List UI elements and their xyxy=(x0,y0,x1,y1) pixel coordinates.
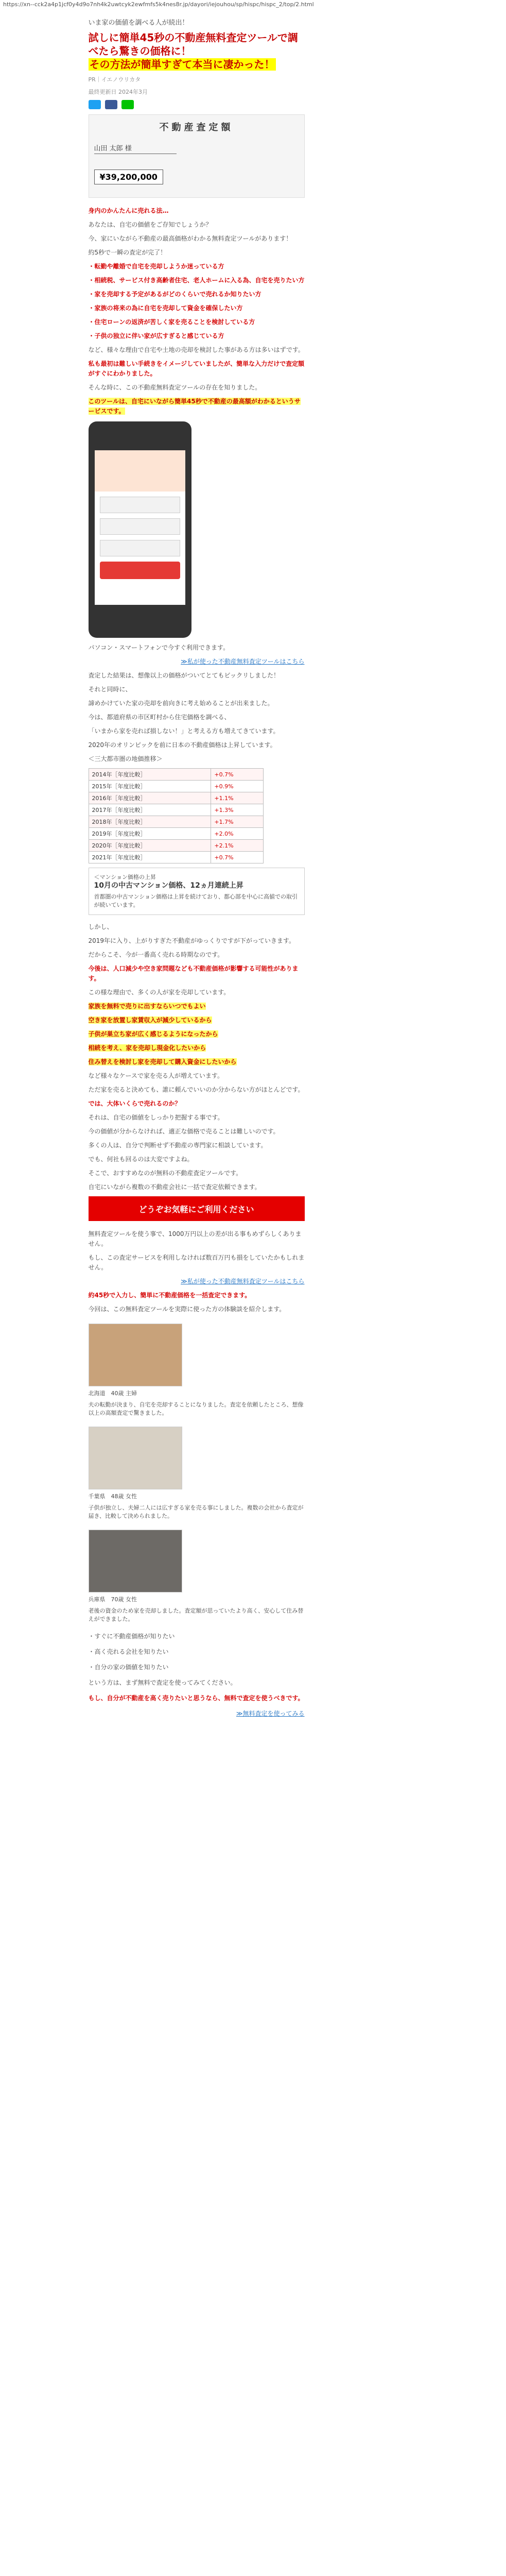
news-title: 10月の中古マンション価格、12ヵ月連続上昇 xyxy=(94,882,243,890)
bullet-item: ・家を売却する予定があるがどのくらいで売れるか知りたい方 xyxy=(88,291,261,298)
text-p29: 無料査定ツールを使う事で、1000万円以上の差が出る事もめずらしくありません。 xyxy=(88,1230,302,1247)
phone-screen xyxy=(95,450,185,605)
text-p11: それと同時に、 xyxy=(88,686,132,693)
case-photo xyxy=(89,1324,182,1386)
text-p10: 査定した結果は、想像以上の価格がついてとてもビックリしました！ xyxy=(88,672,280,679)
facebook-icon[interactable] xyxy=(105,100,117,109)
news-body: 首都圏の中古マンション価格は上昇を続けており、都心部を中心に高値での取引が続いています。 xyxy=(94,893,298,908)
case-text: 夫の転勤が決まり、自宅を売却することになりました。査定を依頼したところ、想像以上の高額査定で驚きました。 xyxy=(88,1401,304,1416)
row-change: +1.7% xyxy=(211,816,263,828)
meta-2: 最終更新日 2024年3月 xyxy=(88,89,148,95)
text-p22: ただ家を売ると決めても、誰に頼んでいいのか分からない方がほとんどです。 xyxy=(88,1086,304,1093)
row-change: +1.3% xyxy=(211,804,263,816)
final-bullet: ・自分の家の価値を知りたい xyxy=(88,1664,169,1671)
screen-input xyxy=(100,497,180,513)
text-p23: それは、自宅の価値をしっかり把握する事です。 xyxy=(88,1114,224,1121)
screen-input xyxy=(100,540,180,556)
reason-highlight: 家族を無料で売りに出すならいつでもよい xyxy=(88,1003,206,1010)
meta-1: PR｜イエノウリカタ xyxy=(88,76,141,83)
text-p15: 2020年のオリンピックを前に日本の不動産価格は上昇しています。 xyxy=(88,741,276,749)
line-icon[interactable] xyxy=(121,100,134,109)
text-p13: 今は、都道府県の市区町村から住宅価格を調べる、 xyxy=(88,714,231,721)
phone-image xyxy=(89,421,191,638)
reason-highlight: 子供が巣立ち家が広く感じるようになったから xyxy=(88,1030,218,1038)
tool-link-2[interactable]: ≫私が使った不動産無料査定ツールはこちら xyxy=(181,1278,305,1285)
row-year: 2018年［年度比較］ xyxy=(89,816,211,828)
bullet-item: ・相続税、サービス付き高齢者住宅、老人ホームに入る為、自宅を売りたい方 xyxy=(88,277,305,284)
row-change: +0.7% xyxy=(211,852,263,863)
twitter-icon[interactable] xyxy=(89,100,101,109)
hero-image xyxy=(89,114,305,198)
screen-button xyxy=(100,562,180,579)
intro-p6: 私も最初は難しい手続きをイメージしていましたが、簡単な入力だけで査定額がすぐにわかりました。 xyxy=(88,360,305,377)
price-table xyxy=(89,768,264,863)
case-text: 老後の資金のため家を売却しました。査定額が思っていたより高く、安心して住み替えができました。 xyxy=(88,1607,304,1622)
case-photo xyxy=(89,1530,182,1592)
case-2 xyxy=(89,1427,305,1520)
row-year: 2021年［年度比較］ xyxy=(89,852,211,863)
case-1 xyxy=(89,1324,305,1417)
text-p18: だからこそ、今が一番高く売れる時期なのです。 xyxy=(88,951,224,958)
text-p27: そこで、おすすめなのが無料の不動産査定ツールです。 xyxy=(88,1170,242,1177)
row-year: 2016年［年度比較］ xyxy=(89,792,211,804)
reason-highlight: 空き家を放置し家賃収入が減少しているから xyxy=(88,1016,212,1024)
row-year: 2020年［年度比較］ xyxy=(89,840,211,852)
tool-link-3[interactable]: ≫無料査定を使ってみる xyxy=(236,1710,305,1717)
tool-link-1[interactable]: ≫私が使った不動産無料査定ツールはこちら xyxy=(181,658,305,665)
case-3 xyxy=(89,1530,305,1623)
intro-red: 身内のかんたんに売れる法… xyxy=(88,207,169,214)
final-bullet: ・高く売れる会社を知りたい xyxy=(88,1648,169,1655)
intro-p3: 今、家にいながら不動産の最高価格がわかる無料査定ツールがあります！ xyxy=(88,235,292,242)
hero-amount: ¥39,200,000 xyxy=(94,170,163,184)
headline xyxy=(89,31,305,71)
screen-banner xyxy=(95,450,185,492)
text-p12: 諦めかけていた家の売却を前向きに考え始めることが出来ました。 xyxy=(88,700,274,707)
case-text: 子供が独立し、夫婦二人には広すぎる家を売る事にしました。複数の会社から査定が届き、比較して決められました。 xyxy=(88,1504,304,1519)
row-year: 2017年［年度比較］ xyxy=(89,804,211,816)
cta-banner[interactable]: どうぞお気軽にご利用ください xyxy=(89,1196,305,1221)
text-p16: しかし、 xyxy=(88,923,113,930)
share-buttons xyxy=(89,100,305,109)
table-row xyxy=(89,769,263,781)
bullet-item: ・住宅ローンの返済が苦しく家を売ることを検討している方 xyxy=(88,318,255,326)
text-p20: この様な理由で、多くの人が家を売却しています。 xyxy=(88,989,230,996)
text-p33: という方は、まず無料で査定を使ってみてください。 xyxy=(88,1679,237,1686)
reason-highlight: 住み替えを検討し家を売却して購入資金にしたいから xyxy=(88,1058,237,1065)
section-3 xyxy=(89,922,305,1192)
table-row xyxy=(89,816,263,828)
reason-highlight: 相続を考え、家を売却し現金化したいから xyxy=(88,1044,206,1052)
row-change: +1.1% xyxy=(211,792,263,804)
url-bar[interactable]: https://xn--cck2a4p1jcf0y4d9o7nh4k2uwtcyk2ewfmfs5k4nes8r.jp/dayori/iejouhou/sp/hispc/hispc_2/top/2.html xyxy=(3,1,314,8)
closing-section xyxy=(89,1632,305,1718)
hero-heading: 不動産査定額 xyxy=(159,122,234,133)
text-p26: でも、何社も回るのは大変ですよね。 xyxy=(88,1156,194,1163)
tool-highlight: このツールは、自宅にいながら簡単45秒で不動産の最高額がわかるというサービスです。 xyxy=(88,398,301,415)
intro-text xyxy=(89,206,305,416)
table-row xyxy=(89,840,263,852)
intro-p4: 約5秒で一瞬の査定が完了！ xyxy=(88,249,167,256)
table-row xyxy=(89,852,263,863)
headline-part-1: 試しに簡単45秒の不動産無料査定ツールで調べたら驚きの価格に！ xyxy=(88,31,298,57)
text-p34: もし、自分が不動産を高く売りたいと思うなら、無料で査定を使うべきです。 xyxy=(88,1694,304,1702)
text-p9: パソコン・スマートフォンで今すぐ利用できます。 xyxy=(88,644,230,651)
bullet-item: ・家族の将来の為に自宅を売却して資金を確保したい方 xyxy=(88,304,243,312)
text-p30: もし、この査定サービスを利用しなければ数百万円も損をしていたかもしれません。 xyxy=(88,1254,305,1271)
intro-p5: など、様々な理由で自宅や土地の売却を検討した事がある方は多いはずです。 xyxy=(88,346,304,353)
text-p24: 今の価値が分からなければ、適正な価格で売ることは難しいのです。 xyxy=(88,1128,280,1135)
bullet-item: ・転勤や離婚で自宅を売却しようか迷っている方 xyxy=(88,263,224,270)
table-row xyxy=(89,828,263,840)
text-p21: など様々なケースで家を売る人が増えています。 xyxy=(88,1072,223,1079)
case-who: 千葉県 48歳 女性 xyxy=(88,1493,137,1500)
news-box xyxy=(89,868,305,915)
row-year: 2019年［年度比較］ xyxy=(89,828,211,840)
text-p32: 今回は、この無料査定ツールを実際に使った方の体験談を紹介します。 xyxy=(88,1306,286,1313)
section-2 xyxy=(89,643,305,764)
table-row xyxy=(89,781,263,792)
table-row xyxy=(89,804,263,816)
table-title: ＜三大都市圏の地価推移＞ xyxy=(88,755,163,762)
text-p19: 今後は、人口減少や空き家問題なども不動産価格が影響する可能性があります。 xyxy=(88,965,299,982)
article-column xyxy=(89,10,305,1724)
final-bullet: ・すぐに不動産価格が知りたい xyxy=(88,1633,175,1640)
row-year: 2014年［年度比較］ xyxy=(89,769,211,781)
screen-input xyxy=(100,518,180,535)
header-lead: いま家の価値を調べる人が続出！ xyxy=(88,19,189,27)
case-who: 北海道 40歳 主婦 xyxy=(88,1390,137,1397)
question-heading: では、大体いくらで売れるのか？ xyxy=(88,1100,181,1107)
row-change: +2.0% xyxy=(211,828,263,840)
text-p14: 「いまから家を売れば損しない！」と考える方も増えてきています。 xyxy=(88,727,280,735)
bullet-list xyxy=(89,262,305,341)
bullet-item: ・子供の独立に伴い家が広すぎると感じている方 xyxy=(88,332,224,340)
text-p28: 自宅にいながら複数の不動産会社に一括で査定依頼できます。 xyxy=(88,1183,261,1191)
news-kicker: ＜マンション価格の上昇 xyxy=(94,874,156,880)
text-p31: 約45秒で入力し、簡単に不動産価格を一括査定できます。 xyxy=(88,1292,251,1299)
headline-part-2: その方法が簡単すぎて本当に凄かった！ xyxy=(89,58,275,71)
section-4 xyxy=(89,1229,305,1314)
intro-p2: あなたは、自宅の価値をご存知でしょうか？ xyxy=(88,221,212,228)
case-who: 兵庫県 70歳 女性 xyxy=(88,1596,137,1603)
intro-p7: そんな時に、この不動産無料査定ツールの存在を知りました。 xyxy=(88,384,261,391)
table-row xyxy=(89,792,263,804)
text-p17: 2019年に入り、上がりすぎた不動産がゆっくりですが下がっていきます。 xyxy=(88,937,295,944)
text-p25: 多くの人は、自分で判断せず不動産の専門家に相談しています。 xyxy=(88,1142,267,1149)
row-change: +0.7% xyxy=(211,769,263,781)
case-photo xyxy=(89,1427,182,1489)
row-change: +2.1% xyxy=(211,840,263,852)
hero-name: 山田 太郎 様 xyxy=(94,143,177,154)
row-year: 2015年［年度比較］ xyxy=(89,781,211,792)
row-change: +0.9% xyxy=(211,781,263,792)
